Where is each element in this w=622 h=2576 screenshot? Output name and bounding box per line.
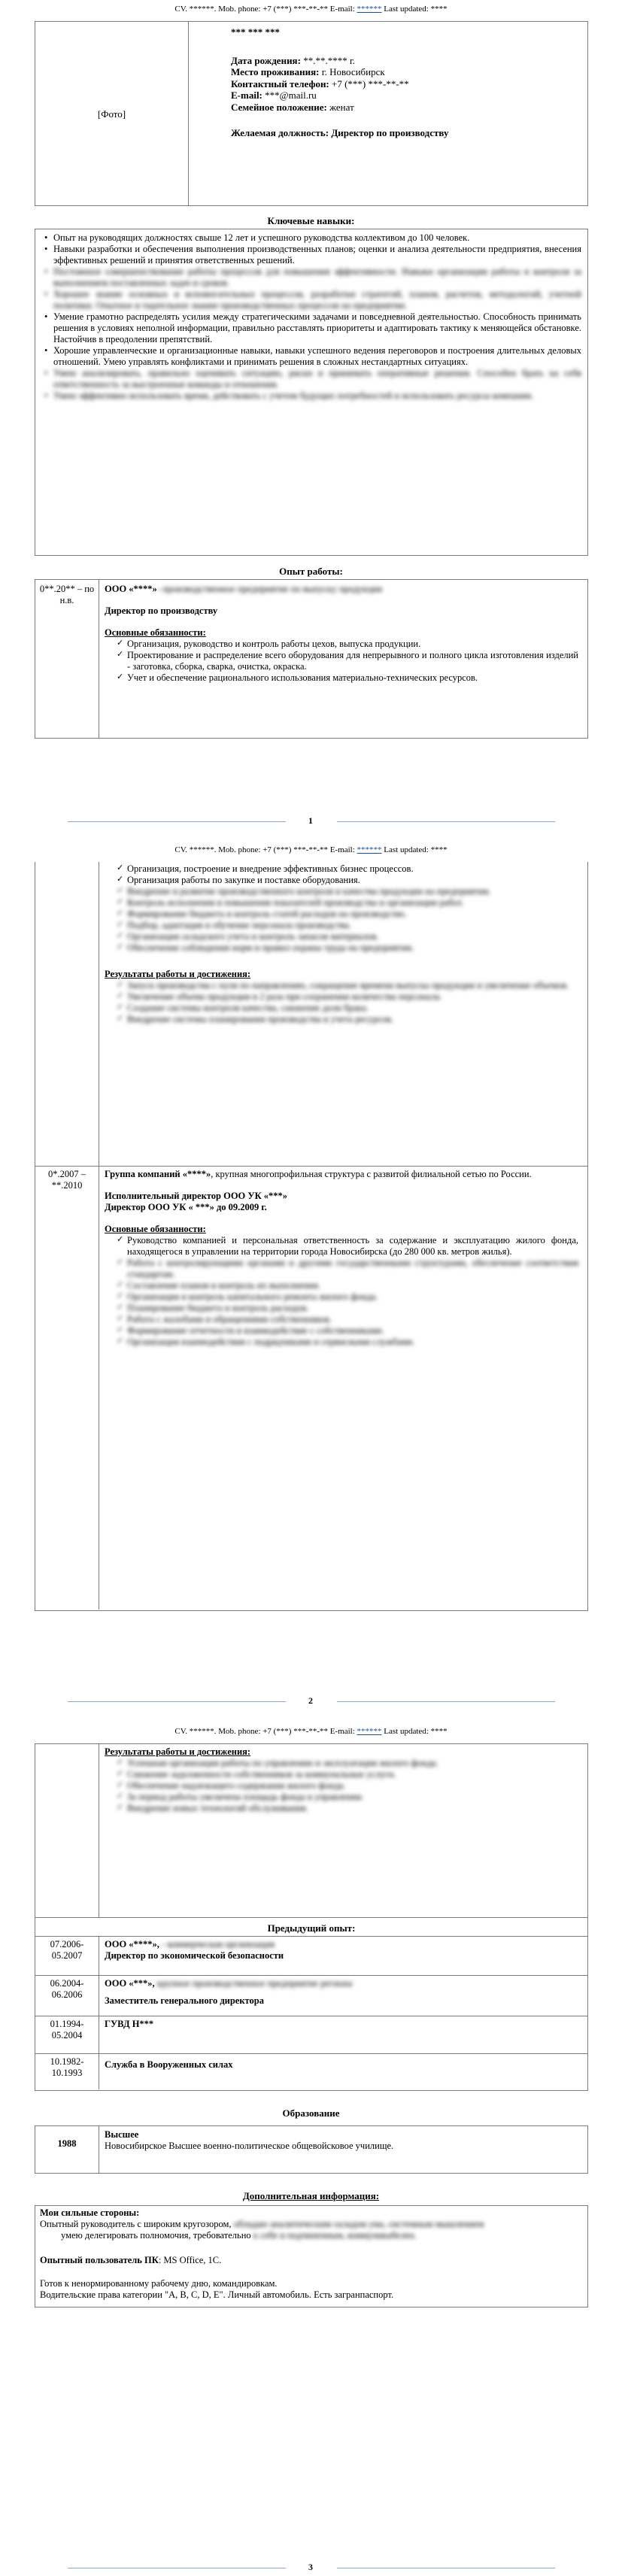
skill-item: • Навыки разработки и обеспечения выполнения производственных планов; оценки и анализа деятельности предприятия, внесения эффективных решений и принятия ответственных решений. — [43, 244, 581, 266]
job2-duty: ✓ Работа с контролирующими органами и другими государственными структурами, обеспечение соответствия стандартам. — [115, 1258, 578, 1280]
header-updated-text: Last updated: **** — [381, 1727, 448, 1736]
prev-company: Служба в Вооруженных силах — [105, 2059, 233, 2070]
header-cv-text: CV. ******. Mob. phone: +7 (***) ***-**-** E-mail: — [174, 1727, 357, 1736]
job1-duty: ✓ Формирование бюджета и контроль статей расходов на производство. — [115, 909, 578, 920]
family-label: Семейное положение: — [231, 101, 327, 113]
position-label: Желаемая должность: — [231, 126, 329, 138]
job1-duty: ✓ Внедрение и развитие производственного контроля и качества продукции на предприятии. — [115, 886, 578, 897]
residence-value: г. Новосибирск — [321, 66, 385, 78]
skills-title: Ключевые навыки: — [267, 215, 355, 226]
education-year: 1988 — [57, 2138, 77, 2149]
page-footer-2 — [0, 1694, 622, 1709]
job1-duty: ✓ Организация работы по закупке и поставке оборудования. — [115, 875, 578, 886]
candidate-name: *** *** *** — [231, 26, 280, 38]
header-cv-text: CV. ******. Mob. phone: +7 (***) ***-**-** E-mail: — [174, 845, 357, 854]
education-title: Образование — [282, 2107, 340, 2119]
job1-duties-title: Основные обязанности: — [105, 627, 206, 638]
header-cv-text: CV. ******. Mob. phone: +7 (***) ***-**-** E-mail: — [174, 5, 357, 14]
job1-results-title: Результаты работы и достижения: — [105, 969, 251, 979]
strengths-text: Опытный руководитель с широким кругозором, — [40, 2219, 232, 2229]
email-value: ***@mail.ru — [265, 90, 317, 102]
page-number: 2 — [308, 1695, 313, 1706]
header-updated-text: Last updated: **** — [381, 5, 448, 14]
email-label: E-mail: — [231, 90, 262, 102]
job1-duty: ✓ Обеспечение соблюдения норм и правил охраны труда на предприятии. — [115, 942, 578, 954]
job2-results-title: Результаты работы и достижения: — [105, 1746, 251, 1757]
job1-duty: ✓ Подбор, адаптация и обучение персонала производства. — [115, 920, 578, 931]
job2-company-desc: , крупная многопрофильная структура с развитой филиальной сетью по России. — [211, 1169, 532, 1179]
strengths-blurred: обладаю аналитическим складом ума, системным мышлением — [233, 2219, 484, 2229]
job2-result: ✓ За период работы увеличена площадь фонда в управлении. — [115, 1792, 578, 1803]
job2-result: ✓ Снижение задолженности собственников за коммунальные услуги. — [115, 1769, 578, 1780]
skill-item: • Хорошие управленческие и организационные навыки, навыки успешного ведения переговоров и построения длительных деловых отношений. Умею управлять конфликтами и принимать решения в сложных нестандартных ситуациях. — [43, 345, 581, 368]
page-number: 3 — [308, 2562, 313, 2572]
skills-box — [35, 229, 588, 556]
skill-item: • Опыт на руководящих должностях свыше 12 лет и успешного руководства коллективом до 100 человек. — [43, 232, 581, 244]
strengths-label: Мои сильные стороны: — [40, 2207, 140, 2218]
job1-company: ООО «****» — [105, 584, 157, 594]
prev-period: 07.2006- 05.2007 — [50, 1939, 84, 1961]
pc-label: Опытный пользователь ПК — [40, 2255, 159, 2265]
job2-result: ✓ Обеспечение надлежащего содержания жилого фонда. — [115, 1780, 578, 1792]
job2-position-2: Директор ООО УК « ***» до 09.2009 г. — [105, 1202, 267, 1212]
job2-period: 0*.2007 – **.2010 — [48, 1169, 86, 1191]
job1-duty: ✓ Учет и обеспечение рационального использования материально-технических ресурсов. — [115, 672, 578, 684]
phone-value: +7 (***) ***-**-** — [332, 77, 409, 90]
job2-company: Группа компаний «****» — [105, 1169, 211, 1179]
birth-label: Дата рождения: — [231, 54, 301, 66]
page-header — [0, 1727, 622, 1737]
birth-value: **.**.**** г. — [303, 54, 356, 66]
job2-duties-title: Основные обязанности: — [105, 1224, 206, 1234]
prev-period: 10.1982- 10.1993 — [50, 2056, 84, 2078]
prev-period: 01.1994- 05.2004 — [50, 2019, 84, 2040]
page-header — [0, 845, 622, 855]
education-school: Новосибирское Высшее военно-политическое общевойсковое училище. — [105, 2141, 394, 2151]
header-email-link[interactable]: ****** — [357, 5, 382, 14]
experience-table — [35, 579, 588, 739]
skill-item: • Умею анализировать, правильно оценивать ситуацию, риски и принимать оперативные решения. Способен брать на себя ответственность за выстроенные команды и отношения. — [43, 368, 581, 390]
header-email-link[interactable]: ****** — [357, 1727, 382, 1736]
skill-item: • Постоянное совершенствование работы процессов для повышения эффективности. Навыки организации работы и контроля за выполнением поставленных задач и сроков. — [43, 266, 581, 289]
job1-result: ✓ Запуск производства с нуля по направлению, сокращение времени выпуска продукции и увеличение объемов. — [115, 980, 578, 991]
license-text: Водительские права категории "A, B, C, D, E". Личный автомобиль. Есть загранпаспорт. — [40, 2289, 394, 2300]
pc-value: : MS Office, 1С. — [158, 2255, 222, 2265]
photo-placeholder: [Фото] — [97, 108, 126, 120]
prev-company: ООО «***», — [105, 1978, 155, 1989]
experience-table-cont-2 — [35, 1743, 588, 1918]
previous-experience-table — [35, 1918, 588, 2091]
education-level: Высшее — [105, 2129, 139, 2140]
phone-label: Контактный телефон: — [231, 77, 329, 90]
job2-duty: ✓ Формирование отчетности и взаимодействие с собственниками. — [115, 1325, 578, 1337]
job2-result: ✓ Внедрение новых технологий обслуживания. — [115, 1803, 578, 1814]
prev-position: Заместитель генерального директора — [105, 1995, 264, 2006]
job2-position-1: Исполнительный директор ООО УК «***» — [105, 1191, 288, 1201]
job1-position: Директор по производству — [105, 605, 218, 616]
prev-company: ООО «****», — [105, 1939, 159, 1949]
job2-duty: ✓ Организация взаимодействия с подрядчиками и сервисными службами. — [115, 1337, 578, 1348]
experience-table-cont — [35, 862, 588, 1611]
job1-result: ✓ Увеличение объема продукции в 2 раза при сохранении количества персонала. — [115, 991, 578, 1003]
prev-company: ГУВД Н*** — [105, 2019, 154, 2029]
job2-duty: ✓ Работа с жалобами и обращениями собственников. — [115, 1314, 578, 1325]
job2-result: ✓ Успешная организация работы по управлению и эксплуатации жилого фонда. — [115, 1758, 578, 1769]
experience-title: Опыт работы: — [279, 566, 343, 577]
prev-period: 06.2004- 06.2006 — [50, 1978, 84, 2000]
job2-duty: ✓ Руководство компанией и персональная ответственность за содержание и эксплуатацию жилого фонда, находящегося в управлении на территории города Новосибирска (до 280 000 кв. метров жилья). — [115, 1235, 578, 1258]
job1-duty: ✓ Организация, построение и внедрение эффективных бизнес процессов. — [115, 863, 578, 875]
skill-item: • Умею эффективно использовать время, действовать с учетом будущих потребностей и использовать ресурсы компании. — [43, 390, 581, 402]
header-email-link[interactable]: ****** — [357, 845, 382, 854]
additional-title: Дополнительная информация: — [242, 2190, 380, 2201]
page-footer-1 — [0, 814, 622, 829]
position-value: Директор по производству — [331, 126, 449, 138]
prev-company-desc: - коммерческая организация — [159, 1939, 275, 1949]
job1-result: ✓ Создание системы контроля качества, снижение доли брака. — [115, 1003, 578, 1014]
page-header — [0, 5, 622, 14]
previous-title: Предыдущий опыт: — [267, 1922, 356, 1934]
strengths-blurred-2: к себе и подчиненным, коммуникабелен. — [253, 2230, 417, 2241]
job2-duty: ✓ Составление планов и контроль их выполнения. — [115, 1280, 578, 1291]
job1-duty: ✓ Организация складского учета и контроль запасов материалов. — [115, 931, 578, 942]
readiness-text: Готов к ненормированному рабочему дню, командировкам. — [40, 2278, 278, 2289]
residence-label: Место проживания: — [231, 66, 320, 78]
strengths-tail: умею делегировать полномочия, требовательно — [61, 2230, 251, 2241]
page-footer-3 — [0, 2560, 622, 2575]
job1-duty: ✓ Проектирование и распределение всего оборудования для непрерывного и полного цикла изготовления изделий - заготовка, сборка, сварка, очистка, окраска. — [115, 650, 578, 672]
education-table — [35, 2125, 588, 2174]
profile-table — [35, 21, 588, 206]
job1-result: ✓ Внедрение системы планирования производства и учета ресурсов. — [115, 1014, 578, 1025]
skill-item: • Хорошее знание основных и вспомогательных процессов, разработки стратегий, планов, расчетов, методологий, учетной политики. Опытное и тщательное знание производственных процессов на предприятии. — [43, 289, 581, 311]
job1-duty: ✓ Организация, руководство и контроль работы цехов, выпуска продукции. — [115, 639, 578, 650]
job1-period: 0**.20** – по н.в. — [39, 584, 95, 605]
family-value: женат — [329, 101, 354, 113]
prev-position: Директор по экономической безопасности — [105, 1950, 284, 1961]
additional-box — [35, 2205, 588, 2307]
job1-company-desc: - производственное предприятие по выпуску продукции — [156, 584, 383, 594]
skill-item: • Умение грамотно распределять усилия между стратегическими задачами и повседневной деятельностью. Способность принимать решения в условиях неполной информации, правильно расставлять приоритеты и адаптировать тактику к меняющейся обстановке. Настойчив в преодолении препятствий. — [43, 311, 581, 345]
header-updated-text: Last updated: **** — [381, 845, 448, 854]
job1-duty: ✓ Контроль исполнения и повышения показателей производства и организации работ. — [115, 897, 578, 909]
prev-company-desc: крупное производственное предприятие региона — [154, 1978, 353, 1989]
page-number: 1 — [308, 815, 313, 826]
job2-duty: ✓ Планирование бюджета и контроль расходов. — [115, 1303, 578, 1314]
job2-duty: ✓ Организация и контроль капитального ремонта жилого фонда. — [115, 1291, 578, 1303]
